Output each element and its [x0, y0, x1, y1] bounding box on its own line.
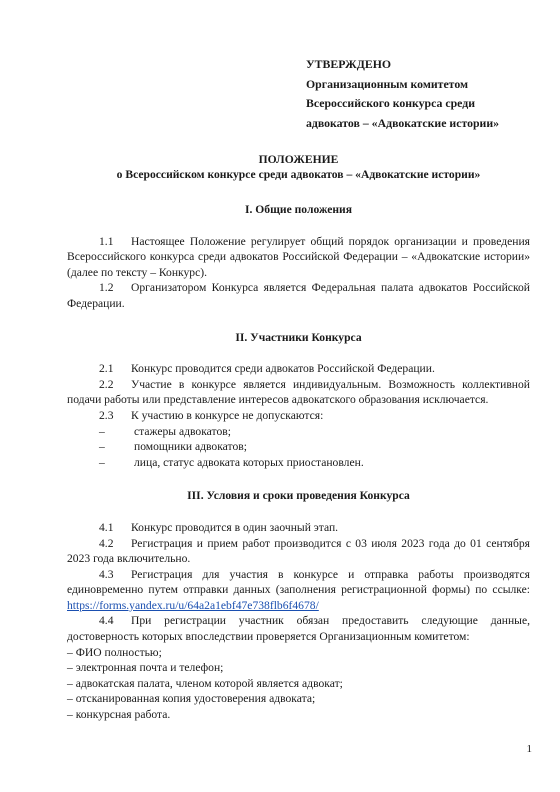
clause-number: 1.1 — [99, 234, 114, 248]
clause-number: 2.2 — [99, 377, 114, 391]
paragraph-4-2 — [67, 536, 530, 567]
section-heading-2: II. Участники Конкурса — [235, 330, 362, 344]
clause-text: При регистрации участник обязан предоставить следующие данные, достоверность которых впоследствии проверяется Организационным комитетом: — [67, 614, 530, 644]
paragraph-1-2 — [67, 280, 530, 311]
clause-number: 4.2 — [99, 536, 114, 550]
list-item — [67, 424, 530, 440]
paragraph-2-2 — [67, 377, 530, 408]
paragraph-2-1 — [67, 361, 530, 377]
list-item: – адвокатская палата, членом которой является адвокат; — [67, 676, 343, 690]
clause-text: Регистрация и прием работ производится с 03 июля 2023 года до 01 сентября 2023 года включительно. — [67, 536, 530, 566]
clause-text: К участию в конкурсе не допускаются: — [131, 408, 324, 422]
clause-text: Конкурс проводится в один заочный этап. — [131, 520, 339, 534]
document-subtitle: о Всероссийском конкурсе среди адвокатов – «Адвокатские истории» — [116, 168, 481, 181]
list-item — [67, 439, 530, 455]
list-item: – отсканированная копия удостоверения адвоката; — [67, 692, 316, 706]
clause-number: 2.3 — [99, 408, 114, 422]
document-title: ПОЛОЖЕНИЕ — [258, 153, 339, 166]
approval-line: УТВЕРЖДЕНО — [306, 57, 392, 71]
dash-marker: – — [99, 455, 105, 469]
page-number: 1 — [526, 743, 532, 756]
list-item: – конкурсная работа. — [67, 708, 171, 722]
approval-line: Всероссийского конкурса среди — [306, 96, 475, 110]
list-item-text: стажеры адвокатов; — [134, 424, 231, 438]
document-body — [67, 152, 530, 723]
approval-block — [306, 55, 499, 133]
clause-text: Настоящее Положение регулирует общий порядок организации и проведения Всероссийского конкурса среди адвокатов Российской Федерации – «Адвокатские истории» (далее по тексту – Конкурс). — [67, 234, 530, 279]
clause-number: 1.2 — [99, 281, 114, 295]
paragraph-2-3 — [67, 408, 530, 424]
section-heading-1: I. Общие положения — [244, 203, 352, 216]
list-item: – электронная почта и телефон; — [67, 661, 224, 675]
paragraph-4-4 — [67, 613, 530, 644]
registration-form-link[interactable]: https://forms.yandex.ru/u/64a2a1ebf47e738flb6f4678/ — [67, 598, 319, 612]
list-item — [67, 455, 530, 471]
dash-marker: – — [99, 424, 105, 438]
paragraph-4-1 — [67, 520, 530, 536]
section-heading-3: III. Условия и сроки проведения Конкурса — [187, 489, 410, 503]
clause-text: Регистрация для участия в конкурсе и отправка работы производятся единовременно путем отправки данных (заполнения регистрационной формы) по ссылке: — [67, 567, 530, 597]
approval-line: адвокатов – «Адвокатские истории» — [306, 115, 500, 130]
clause-text: Конкурс проводится среди адвокатов Российской Федерации. — [131, 362, 435, 376]
clause-number: 4.4 — [99, 614, 114, 628]
list-item: – ФИО полностью; — [67, 645, 162, 659]
clause-number: 4.3 — [99, 567, 114, 581]
clause-number: 4.1 — [99, 520, 114, 534]
list-item-text: помощники адвокатов; — [134, 440, 247, 454]
dash-marker: – — [99, 440, 105, 454]
paragraph-4-3 — [67, 567, 530, 614]
list-item-text: лица, статус адвоката которых приостановлен. — [134, 455, 364, 469]
paragraph-1-1 — [67, 234, 530, 281]
clause-text: Участие в конкурсе является индивидуальным. Возможность коллективной подачи работы или представление интересов адвокатского образования исключается. — [67, 377, 530, 407]
clause-number: 2.1 — [99, 362, 114, 376]
clause-text: Организатором Конкурса является Федеральная палата адвокатов Российской Федерации. — [67, 281, 530, 310]
approval-line: Организационным комитетом — [306, 76, 469, 91]
